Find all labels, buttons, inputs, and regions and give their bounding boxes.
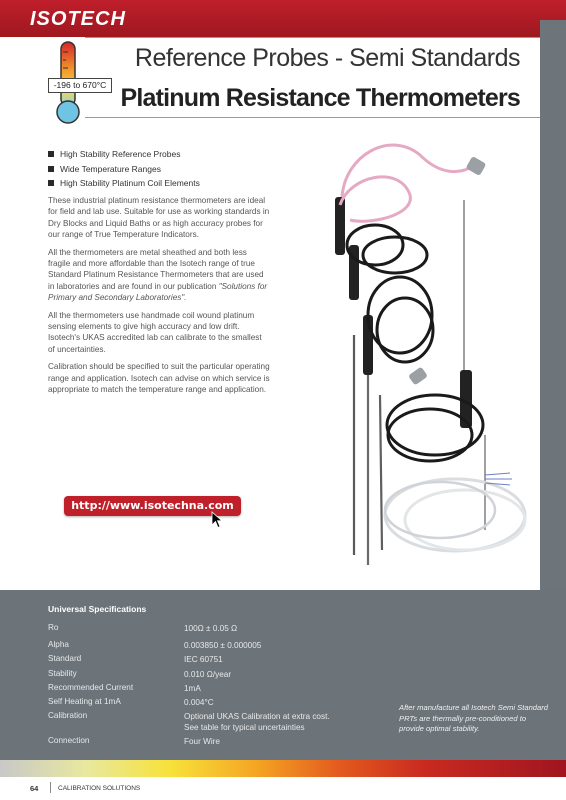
page-title-line2: Platinum Resistance Thermometers — [120, 84, 520, 112]
specifications-title: Universal Specifications — [48, 604, 147, 614]
publication-title: "Solutions for Primary and Secondary Laboratories". — [48, 281, 268, 302]
footer-section-label: CALIBRATION SOLUTIONS — [58, 785, 141, 792]
page-number: 64 — [30, 784, 39, 793]
bullet-square-icon — [48, 180, 54, 186]
bullet-square-icon — [48, 151, 54, 157]
website-link-button[interactable]: http://www.isotechna.com — [64, 496, 241, 516]
title-bottom-rule — [85, 117, 540, 118]
feature-bullets — [48, 147, 288, 191]
temperature-range-badge: -196 to 670°C — [48, 78, 112, 93]
bullet-item: High Stability Reference Probes — [48, 147, 288, 162]
probes-photo — [290, 135, 540, 575]
isotech-logo: ISOTECH — [30, 8, 126, 30]
body-text — [48, 195, 270, 402]
paragraph-2: All the thermometers are metal sheathed and both less fragile and more affordable than the Isotech range of true Standard Platinum Resistance Thermometers that are used in laboratories and are found in our publication "Solutions for Primary and Secondary Laboratories". — [48, 247, 268, 302]
title-top-rule — [85, 37, 540, 38]
mouse-cursor-icon — [211, 511, 225, 529]
paragraph-3: All the thermometers use handmade coil wound platinum sensing elements to give high accuracy and low drift. Isotech's UKAS accredited lab can calibrate to the smallest of uncertainties. — [48, 310, 262, 354]
bullet-item: Wide Temperature Ranges — [48, 162, 288, 177]
bullet-item: High Stability Platinum Coil Elements — [48, 176, 288, 191]
title-side-block — [540, 20, 566, 590]
paragraph-1: These industrial platinum resistance thermometers are ideal for field and lab use. Suitable for use as working standards in Dry Blocks and Liquid Baths or as high accuracy probes for our range of True Temperature Indicators. — [48, 196, 270, 239]
footer-color-strip — [0, 760, 566, 777]
paragraph-4: Calibration should be specified to suit the particular operating range and application. Isotech can advise on which service is appropriate to match the temperature range and application. — [48, 362, 270, 394]
page-title-line1: Reference Probes - Semi Standards — [134, 44, 520, 72]
footer-divider — [50, 782, 51, 793]
preconditioning-note: After manufacture all Isotech Semi Standard PRTs are thermally pre-conditioned to provide optimal stability. — [399, 703, 548, 733]
bullet-square-icon — [48, 166, 54, 172]
